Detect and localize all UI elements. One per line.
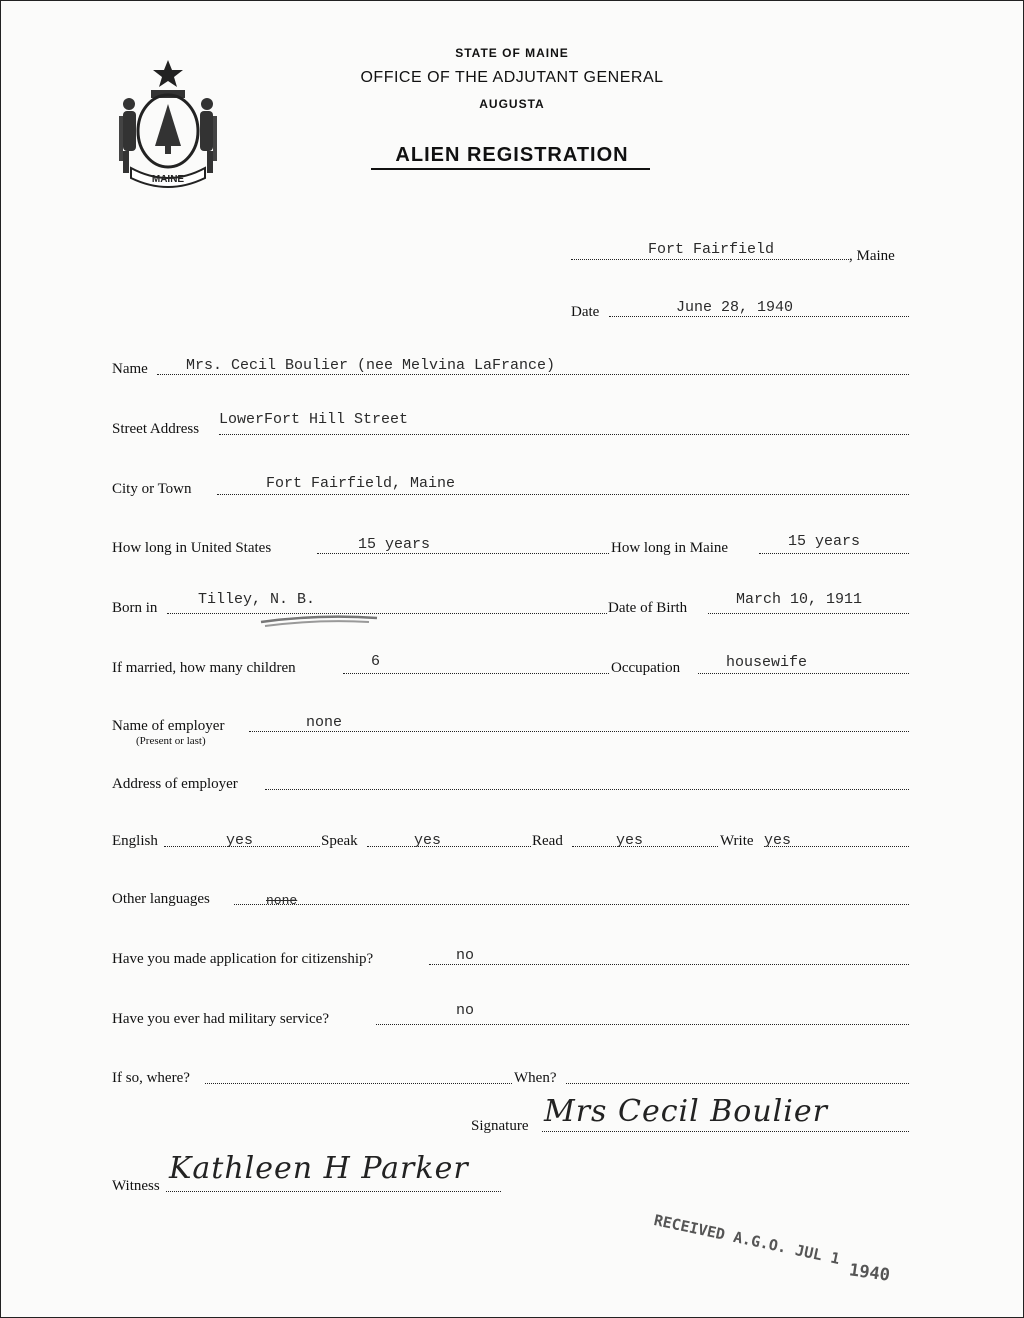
read-value: yes	[616, 832, 644, 849]
employer-line	[249, 731, 909, 732]
military-label: Have you ever had military service?	[112, 1011, 329, 1027]
dob-value: March 10, 1911	[736, 591, 863, 608]
children-label: If married, how many children	[112, 660, 296, 676]
street-value: LowerFort Hill Street	[219, 411, 409, 428]
how-long-maine-value: 15 years	[788, 533, 861, 550]
received-stamp-year: 1940	[847, 1260, 892, 1286]
citizenship-value: no	[456, 947, 475, 964]
speak-line	[367, 846, 531, 847]
citizenship-label: Have you made application for citizenship?	[112, 951, 374, 967]
name-value: Mrs. Cecil Boulier (nee Melvina LaFrance)	[186, 357, 556, 374]
speak-label: Speak	[321, 833, 358, 849]
other-languages-value: none	[266, 893, 298, 908]
dob-line	[708, 613, 909, 614]
seal-label: MAINE	[151, 174, 185, 185]
other-languages-line	[234, 904, 909, 905]
how-long-us-label: How long in United States	[112, 540, 272, 556]
if-so-where-line	[205, 1083, 512, 1084]
street-line	[219, 434, 909, 435]
header-office: OFFICE OF THE ADJUTANT GENERAL	[360, 69, 664, 86]
witness-line	[166, 1191, 501, 1192]
dob-label: Date of Birth	[608, 600, 688, 616]
employer-label: Name of employer	[112, 718, 225, 734]
header-city: AUGUSTA	[479, 97, 545, 111]
other-languages-label: Other languages	[112, 891, 210, 907]
when-label: When?	[514, 1070, 557, 1086]
write-value: yes	[764, 832, 792, 849]
speak-value: yes	[414, 832, 442, 849]
occupation-line	[698, 673, 909, 674]
pen-scribble-icon	[259, 610, 379, 630]
how-long-us-line	[317, 553, 609, 554]
street-label: Street Address	[112, 421, 200, 437]
born-in-value: Tilley, N. B.	[198, 591, 316, 608]
when-line	[566, 1083, 909, 1084]
born-in-line	[167, 613, 607, 614]
form-title: ALIEN REGISTRATION	[395, 144, 629, 166]
date-line	[609, 316, 909, 317]
occupation-value: housewife	[726, 654, 808, 671]
town-line	[571, 259, 849, 260]
received-stamp: RECEIVED A.G.O. JUL 1	[652, 1211, 842, 1269]
title-underline	[371, 168, 650, 170]
occupation-label: Occupation	[611, 660, 681, 676]
write-label: Write	[720, 833, 754, 849]
signature-line	[542, 1131, 909, 1132]
children-value: 6	[371, 653, 381, 670]
if-so-where-label: If so, where?	[112, 1070, 190, 1086]
witness-label: Witness	[112, 1178, 160, 1194]
children-line	[343, 673, 609, 674]
employer-value: none	[306, 714, 343, 731]
read-label: Read	[532, 833, 563, 849]
how-long-us-value: 15 years	[358, 536, 431, 553]
name-line	[157, 374, 909, 375]
how-long-maine-line	[759, 553, 909, 554]
date-value: June 28, 1940	[676, 299, 794, 316]
name-label: Name	[112, 361, 148, 377]
city-label: City or Town	[112, 481, 192, 497]
how-long-maine-label: How long in Maine	[611, 540, 729, 556]
city-value: Fort Fairfield, Maine	[266, 475, 456, 492]
maine-suffix: , Maine	[849, 248, 895, 264]
english-label: English	[112, 833, 158, 849]
military-line	[376, 1024, 909, 1025]
signature-label: Signature	[471, 1118, 529, 1134]
employer-address-label: Address of employer	[112, 776, 238, 792]
employer-note: (Present or last)	[136, 735, 206, 747]
read-line	[572, 846, 718, 847]
city-line	[217, 494, 909, 495]
date-label: Date	[571, 304, 600, 320]
born-in-label: Born in	[112, 600, 158, 616]
signature-value: Mrs Cecil Boulier	[544, 1094, 828, 1129]
employer-address-line	[265, 789, 909, 790]
header-state: STATE OF MAINE	[455, 46, 569, 60]
town-value: Fort Fairfield	[648, 241, 775, 258]
english-value: yes	[226, 832, 254, 849]
military-value: no	[456, 1002, 475, 1019]
citizenship-line	[429, 964, 909, 965]
witness-value: Kathleen H Parker	[169, 1151, 469, 1186]
